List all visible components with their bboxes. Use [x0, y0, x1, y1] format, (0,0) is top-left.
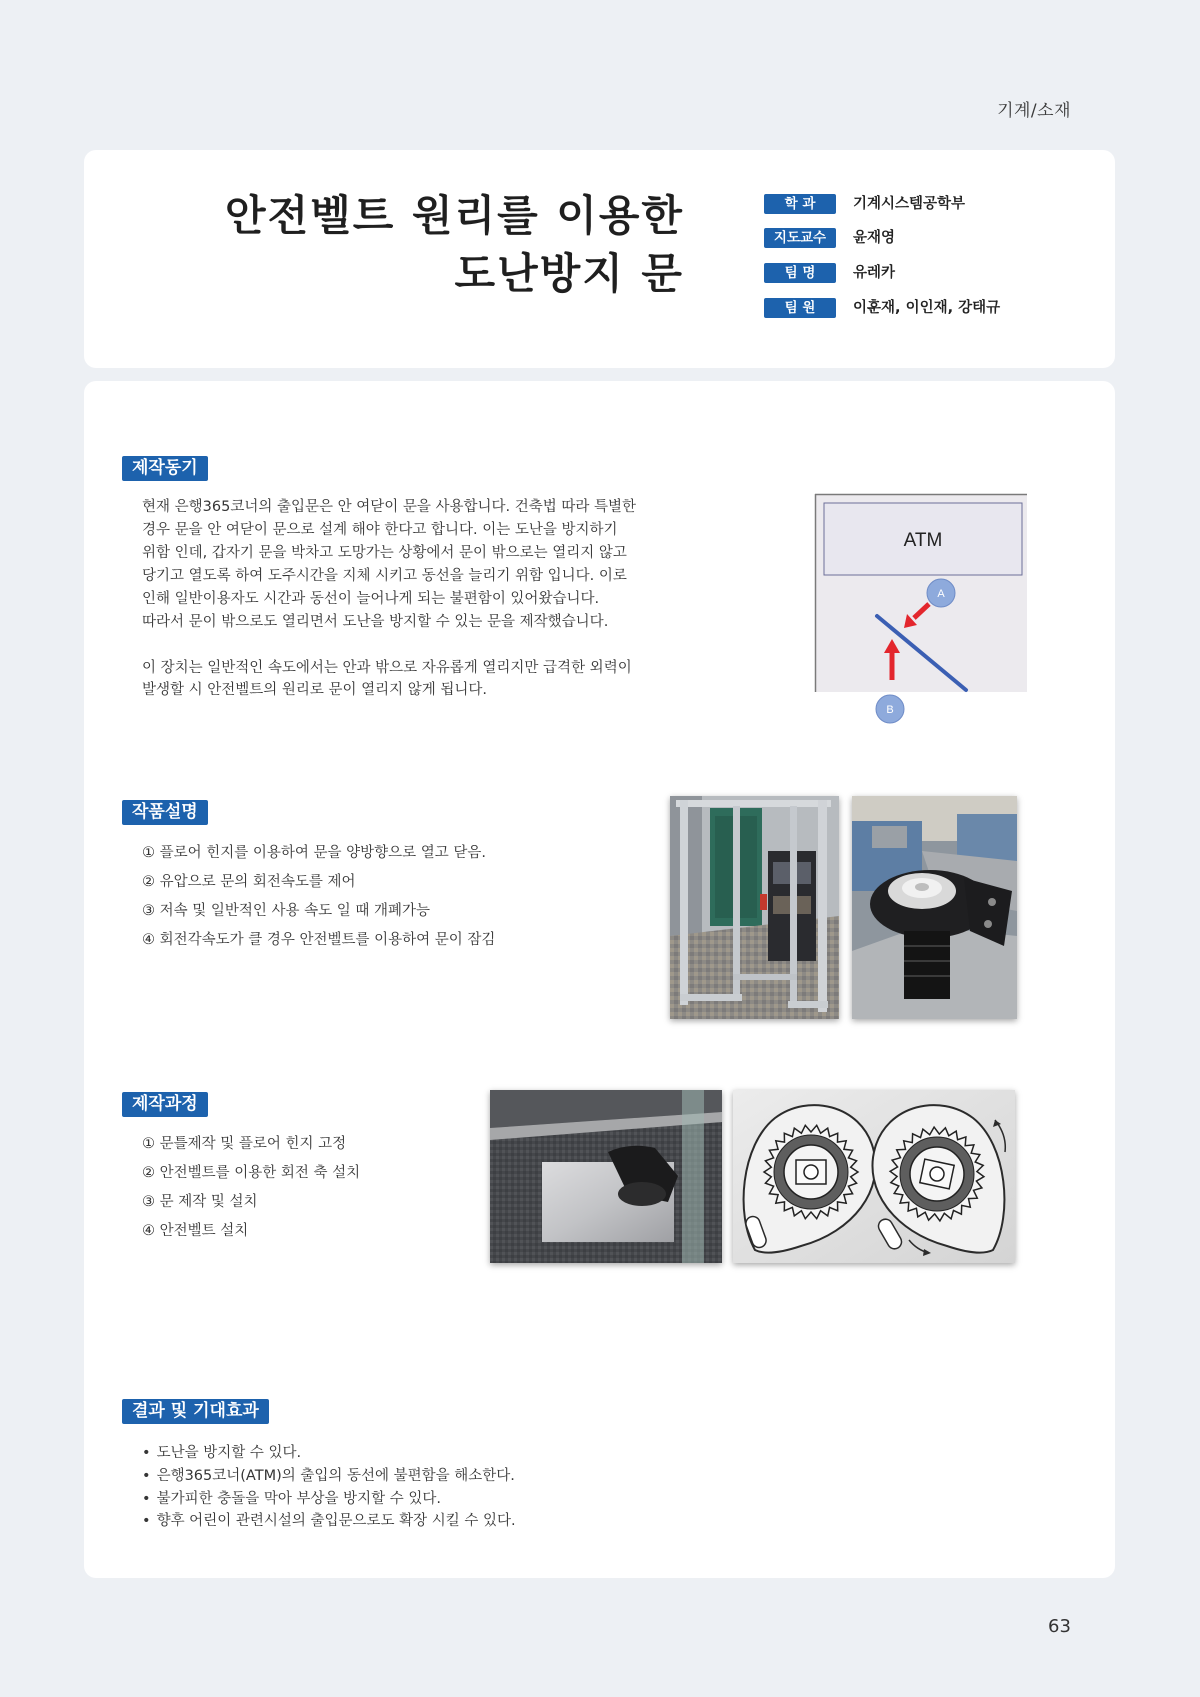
motivation-line: 인해 일반이용자도 시간과 동선이 늘어나게 되는 불편함이 있어왔습니다. — [142, 591, 600, 607]
results-item: • 불가피한 충돌을 막아 부상을 방지할 수 있다. — [142, 1489, 441, 1509]
ratchet-hub — [804, 1165, 818, 1179]
info-label-department: 학 과 — [764, 194, 836, 214]
motivation-line: 발생할 시 안전벨트의 원리로 문이 열리지 않게 됩니다. — [142, 682, 488, 698]
glass-edge — [682, 1090, 704, 1263]
cylinder-base — [904, 931, 950, 999]
results-item: • 은행365코너(ATM)의 출입의 동선에 불편함을 해소한다. — [142, 1466, 515, 1486]
floor-hinge-photo — [490, 1090, 722, 1263]
frame-post-left — [680, 800, 688, 1005]
bracket-hole — [988, 898, 996, 906]
description-item: ① 플로어 힌지를 이용하여 문을 양방향으로 열고 닫음. — [142, 845, 487, 861]
description-item: ③ 저속 및 일반적인 사용 속도 일 때 개폐가능 — [142, 903, 430, 919]
title-line-2: 도난방지 문 — [454, 249, 684, 298]
process-item: ② 안전벨트를 이용한 회전 축 설치 — [142, 1165, 361, 1181]
ratchet-hub — [930, 1167, 944, 1181]
section-heading-process: 제작과정 — [122, 1092, 208, 1117]
info-label-advisor: 지도교수 — [764, 228, 836, 248]
page-number: 63 — [1048, 1616, 1071, 1637]
info-value-advisor: 윤재영 — [853, 230, 896, 246]
atm-label: ATM — [903, 530, 943, 551]
frame-crossbar — [733, 974, 797, 980]
frame-bottom-bar — [788, 1001, 828, 1008]
description-item: ④ 회전각속도가 클 경우 안전벨트를 이용하여 문이 잠김 — [142, 932, 496, 948]
frame-post-middle — [733, 806, 740, 1001]
section-heading-motivation: 제작동기 — [122, 456, 208, 481]
info-row-team-name — [764, 263, 895, 283]
hinge-foot — [618, 1182, 666, 1206]
process-item: ① 문틀제작 및 플로어 힌지 고정 — [142, 1136, 347, 1152]
category-label: 기계/소재 — [997, 101, 1071, 121]
motivation-line: 이 장치는 일반적인 속도에서는 안과 밖으로 자유롭게 열리지만 급격한 외력이 — [142, 660, 632, 676]
results-item: • 향후 어린이 관련시설의 출입문으로도 확장 시킬 수 있다. — [142, 1511, 516, 1531]
process-item: ③ 문 제작 및 설치 — [142, 1194, 258, 1210]
title-line-1: 안전벨트 원리를 이용한 — [225, 191, 684, 240]
disc-hub — [915, 883, 929, 891]
frame-top-bar — [676, 800, 831, 807]
page-title — [225, 187, 684, 303]
marker-a-label: A — [937, 588, 945, 600]
info-label-team-name: 팀 명 — [764, 263, 836, 283]
info-label-team-members: 팀 원 — [764, 298, 836, 318]
monitor — [872, 826, 907, 848]
motivation-line: 경우 문을 안 여닫이 문으로 설계 해야 한다고 합니다. 이는 도난을 방지하기 — [142, 522, 618, 538]
floor-hinge-photo-image — [490, 1090, 722, 1263]
door-frame-photo-image — [670, 796, 839, 1019]
atm-door-diagram — [815, 494, 1027, 726]
info-row-department — [764, 194, 965, 214]
motivation-line: 위함 인데, 갑자기 문을 박차고 도망가는 상황에서 문이 밖으로는 열리지 않고 — [142, 545, 627, 561]
section-heading-results: 결과 및 기대효과 — [122, 1399, 269, 1424]
info-value-team-name: 유레카 — [853, 265, 896, 281]
ratchet-sketch-photo — [733, 1090, 1015, 1263]
section-heading-description: 작품설명 — [122, 800, 208, 825]
bracket-hole — [984, 920, 992, 928]
frame-post-right — [818, 800, 827, 1012]
marker-b-label: B — [886, 704, 894, 716]
door-frame-photo — [670, 796, 839, 1019]
motivation-line: 따라서 문이 밖으로도 열리면서 도난을 방지할 수 있는 문을 제작했습니다. — [142, 614, 609, 630]
mechanism-photo — [852, 796, 1017, 1019]
process-item: ④ 안전벨트 설치 — [142, 1223, 249, 1239]
red-object — [760, 894, 767, 910]
mechanism-photo-image — [852, 796, 1017, 1019]
info-row-team-members — [764, 298, 1000, 318]
info-value-department: 기계시스템공학부 — [853, 196, 966, 212]
motivation-line: 당기고 열도록 하여 도주시간을 지체 시키고 동선을 늘리기 위함 입니다. 이로 — [142, 568, 627, 584]
description-item: ② 유압으로 문의 회전속도를 제어 — [142, 874, 356, 890]
frame-bottom-bar — [680, 994, 742, 1001]
ratchet-sketch-image — [733, 1090, 1015, 1263]
info-row-advisor — [764, 228, 895, 248]
motivation-line: 현재 은행365코너의 출입문은 안 여닫이 문을 사용합니다. 건축법 따라 특별한 — [142, 499, 636, 515]
info-value-team-members: 이훈재, 이인재, 강태규 — [853, 300, 1001, 316]
results-item: • 도난을 방지할 수 있다. — [142, 1443, 301, 1463]
